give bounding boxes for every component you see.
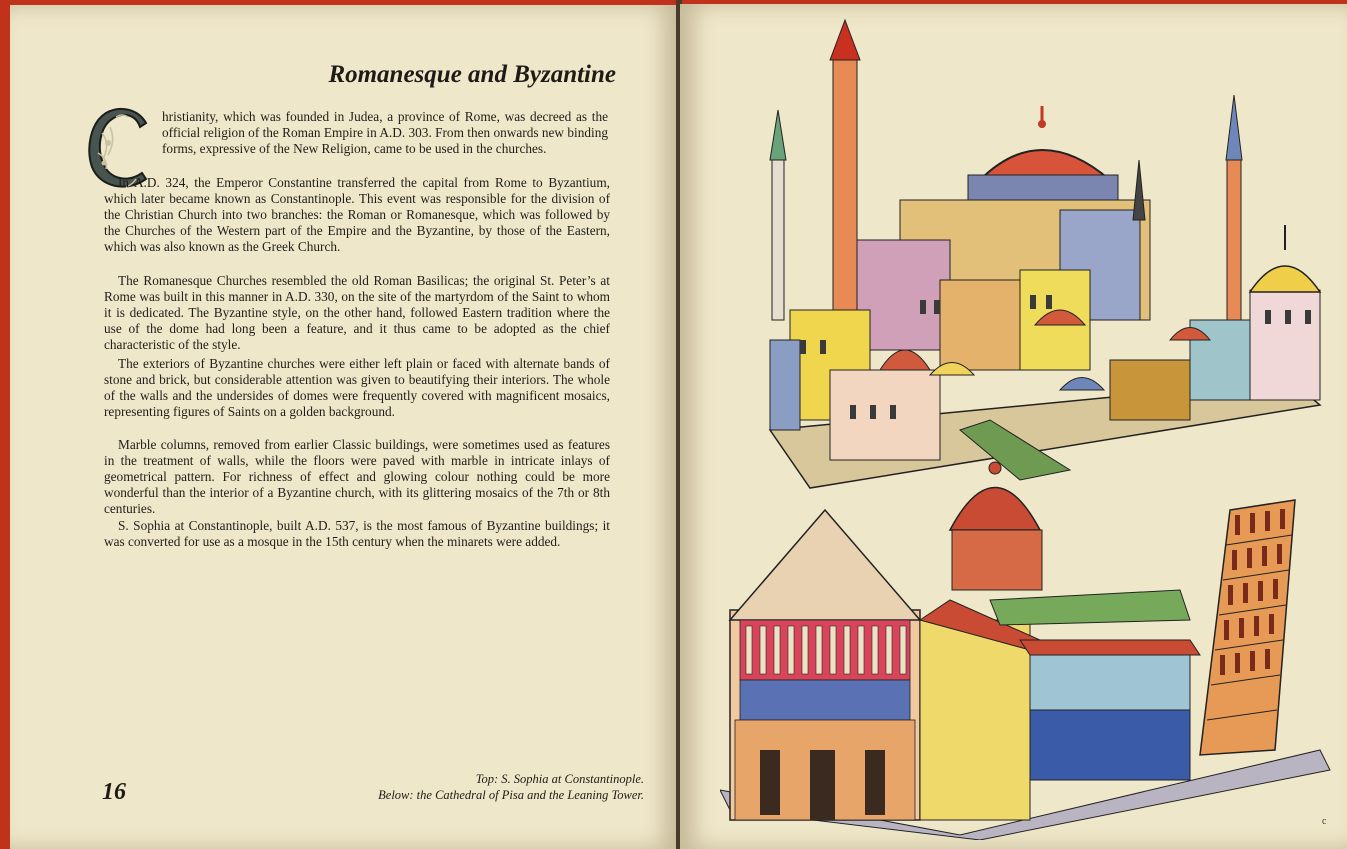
paragraph-6: S. Sophia at Constantinople, built A.D. 537, is the most famous of Byzantine buildings; it was converted for use as a mosque in the 15th century when the minarets were added. bbox=[104, 518, 610, 550]
caption-top: Top: S. Sophia at Constantinople. bbox=[475, 772, 644, 786]
page-title: Romanesque and Byzantine bbox=[328, 61, 616, 88]
paragraph-3: The Romanesque Churches resembled the old Roman Basilicas; the original St. Peter’s at Rome was built in this manner in A.D. 330, on the site of the martyrdom of the Saint to whom it is dedicated. The Byzantine style, on the other hand, followed Eastern tradition where the use of the dome had long been a feature, and it thus came to be adopted as the chief characteristic of the style. bbox=[104, 273, 610, 353]
caption-bottom: Below: the Cathedral of Pisa and the Leaning Tower. bbox=[378, 788, 644, 802]
page-corner-mark: c bbox=[1322, 816, 1327, 827]
drop-cap-letter: C bbox=[120, 153, 121, 154]
pisa-cathedral-illustration bbox=[720, 450, 1340, 840]
paragraph-4: The exteriors of Byzantine churches were either left plain or faced with alternate bands of stone and brick, but considerable attention was given to beautifying their interiors. The whole of the walls and the undersides of domes were frequently covered with magnificent mosaics, representing figures of Saints on a golden background. bbox=[104, 356, 610, 420]
page-number: 16 bbox=[102, 779, 126, 805]
paragraph-1: hristianity, which was founded in Judea, a province of Rome, was decreed as the official religion of the Roman Empire in A.D. 303. From then onwards new binding forms, expressive of the New Religion, came to be used in the churches. bbox=[162, 109, 608, 157]
hagia-sophia-illustration bbox=[730, 10, 1330, 490]
paragraph-2: In A.D. 324, the Emperor Constantine transferred the capital from Rome to Byzantium, which later became known as Constantinople. This event was responsible for the division of the Christian Church into two branches: the Roman or Romanesque, which was followed by the Churches of the Western part of the Empire and the Byzantine, by those of the Eastern, which was also known as the Greek Church. bbox=[104, 175, 610, 255]
paragraph-5: Marble columns, removed from earlier Classic buildings, were sometimes used as features in the treatment of walls, while the floors were paved with marble in intricate inlays of geometrical pattern. For richness of effect and glowing colour nothing could be more wonderful than the interior of a Byzantine church, with its glittering mosaics of the 7th or 8th centuries. bbox=[104, 437, 610, 517]
right-page bbox=[680, 4, 1347, 849]
illustration-caption bbox=[310, 771, 644, 803]
left-page bbox=[10, 5, 678, 849]
